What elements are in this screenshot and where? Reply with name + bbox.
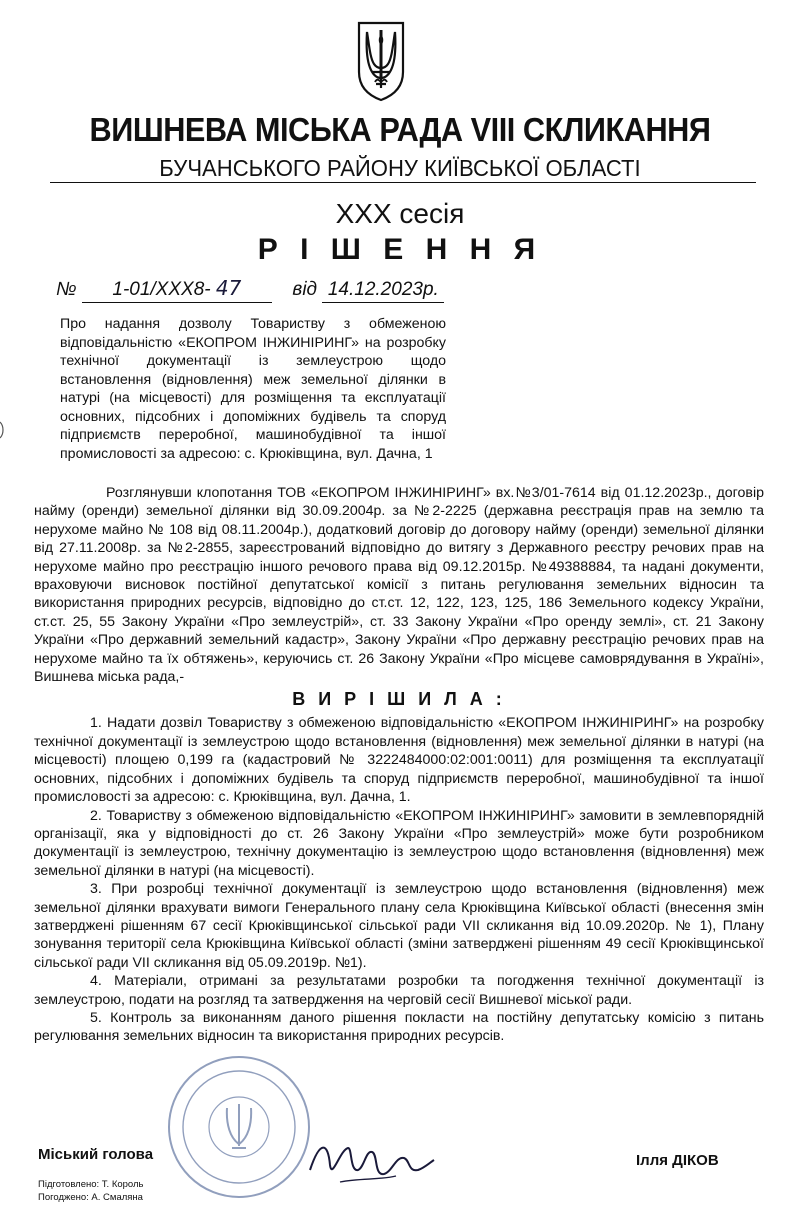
agreed-by: Погоджено: А. Смаляна (38, 1192, 143, 1203)
decision-item-3: 3. При розробці технічної документації із землеустрою щодо встановлення (відновлення) меж земельної ділянки врахувати вимоги Генерального плану села Крюківщина Київської області (внесення змін затверджені рішенням 67 сесії Крюківщинської сільської ради VII скликання від 10.09.2020р. № 1), Плану зонування території села Крюківщина Київської області (зміни затверджені рішенням 49 сесії Крюківщинської сільської ради VII скликання від 05.09.2019р. №1). (34, 881, 764, 971)
trident-emblem-icon (356, 20, 406, 102)
mayor-name: Ілля ДІКОВ (636, 1152, 719, 1169)
approvals-footer (38, 1178, 144, 1204)
preamble-paragraph: Розглянувши клопотання ТОВ «ЕКОПРОМ ІНЖИНІРИНГ» вх.№3/01-7614 від 01.12.2023р., договір найму (оренди) земельної ділянки від 30.09.2004р. за №2-2225 (державна реєстрація прав на землю та нерухоме майно № 108 від 08.11.2004р.), додатковий договір до договору найму (оренди) земельної ділянки від 27.11.2008р. за №2-2855, зареєстрований відповідно до витягу з Державного реєстру речових прав на нерухоме майно про реєстрацію іншого речового права від 09.12.2015р. №49388884, та надані документи, враховуючи висновок постійної депутатської комісії з питань регулювання земельних відносин та використання природних ресурсів, відповідно до ст.ст. 12, 122, 123, 125, 186 Земельного кодексу України, ст.ст. 25, 55 Закону України «Про землеустрій», ст. 33 Закону України «Про оренду землі», ст. 21 Закону України «Про державний земельний кадастр», Закону України «Про державну реєстрацію речових прав на нерухоме майно та їх обтяжень», керуючись ст. 26 Закону України «Про місцеве самоврядування в Україні», Вишнева міська рада,- (34, 485, 764, 686)
decision-item-2: 2. Товариству з обмеженою відповідальністю «ЕКОПРОМ ІНЖИНІРИНГ» замовити в землевпорядній організації, яка у відповідності до ст. 26 Закону України «Про землеустрій» може бути розробником документації із землеустрою, технічну документацію із землеустрою щодо встановлення (відновлення) меж земельної ділянки в натурі (на місцевості). (34, 807, 764, 879)
prepared-by: Підготовлено: Т. Король (38, 1179, 144, 1190)
decision-item-4: 4. Матеріали, отримані за результатами розробки та погодження технічної документації із землеустрою, подати на розгляд та затвердження на черговій сесії Вишневої міської ради. (34, 973, 764, 1008)
decision-item-1: 1. Надати дозвіл Товариству з обмеженою відповідальністю «ЕКОПРОМ ІНЖИНІРИНГ» на розробку технічної документації із землеустрою щодо встановлення (відновлення) меж земельної ділянки в натурі (на місцевості) площею 0,199 га (кадастровий № 3222484000:02:001:0011) для розміщення та експлуатації основних, підсобних і допоміжних будівель та споруд підприємств переробної, машинобудівної та іншої промисловості за адресою: с. Крюківщина, вул. Дачна, 1. (34, 715, 764, 806)
decision-subject: Про надання дозволу Товариству з обмеженою відповідальністю «ЕКОПРОМ ІНЖИНІРИНГ» на розробку технічної документації із землеустрою щодо встановлення (відновлення) меж земельної ділянки в натурі (на місцевості) для розміщення та експлуатації основних, підсобних і допоміжних будівель та споруд підприємств переробної, машинобудівної та іншої промисловості за адресою: с. Крюківщина, вул. Дачна, 1 (60, 316, 446, 462)
session-title: XXX сесія (335, 198, 465, 229)
decision-number-handwritten: 47 (215, 276, 242, 300)
decision-number (82, 276, 272, 303)
header-divider (50, 182, 756, 183)
number-label: № (56, 279, 77, 300)
signature-scribble-icon (300, 1120, 440, 1190)
decision-title: Р І Ш Е Н Н Я (257, 233, 543, 266)
mayor-title: Міський голова (38, 1146, 154, 1163)
decision-items (34, 714, 764, 1045)
decision-date: 14.12.2023р. (322, 278, 444, 303)
council-title: ВИШНЕВА МІСЬКА РАДА VIII СКЛИКАННЯ (89, 111, 711, 148)
decision-item-5: 5. Контроль за виконанням даного рішення покласти на постійну депутатську комісію з питань регулювання земельних відносин та використання природних ресурсів. (34, 1009, 764, 1045)
date-label: від (292, 279, 318, 300)
district-title: БУЧАНСЬКОГО РАЙОНУ КИЇВСЬКОЇ ОБЛАСТІ (159, 155, 641, 181)
decision-number-printed: 1-01/XXX8- (112, 279, 211, 300)
decided-heading: В И Р І Ш И Л А : (292, 689, 506, 710)
decision-body (34, 484, 764, 1046)
decision-number-line (56, 276, 444, 303)
official-seal-icon (164, 1052, 314, 1202)
margin-mark-icon (0, 420, 6, 440)
